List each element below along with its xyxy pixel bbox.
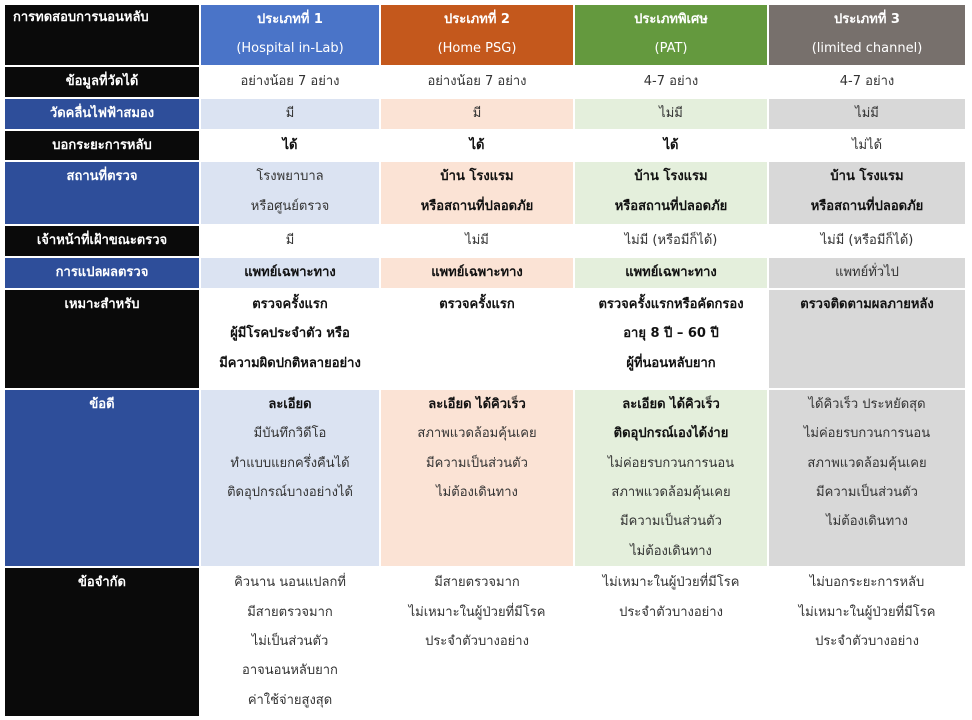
cell-text-line: ละเอียด bbox=[268, 396, 312, 412]
cell-staff-attended-col-1 bbox=[200, 225, 380, 257]
row-label-suitable-for: เหมาะสำหรับ bbox=[4, 289, 200, 389]
row-label-location: สถานที่ตรวจ bbox=[4, 161, 200, 225]
table-row bbox=[4, 289, 966, 389]
cell-text-line: แพทย์เฉพาะทาง bbox=[431, 265, 523, 281]
cell-text-line: หรือสถานที่ปลอดภัย bbox=[420, 198, 534, 214]
cell-text-line: ไม่มี (หรือมีก็ได้) bbox=[624, 233, 718, 249]
cell-text-line: มีความเป็นส่วนตัว bbox=[620, 514, 722, 530]
column-header-type-2: ประเภทที่ 2 (Home PSG) bbox=[380, 4, 574, 66]
cell-eeg-col-1 bbox=[200, 98, 380, 130]
cell-location-col-4 bbox=[768, 161, 966, 225]
cell-text-line: ไม่ต้องเดินทาง bbox=[826, 514, 908, 530]
table-row bbox=[4, 225, 966, 257]
cell-text-line: ได้ bbox=[469, 138, 485, 153]
cell-text-line: ไม่มี bbox=[465, 233, 489, 249]
cell-limitations-col-3 bbox=[574, 567, 768, 717]
cell-text-line: ไม่เป็นส่วนตัว bbox=[251, 634, 329, 650]
cell-measured-data-col-4 bbox=[768, 66, 966, 98]
cell-text-line: ไม่มี (หรือมีก็ได้) bbox=[820, 233, 914, 249]
cell-sleep-staging-col-2 bbox=[380, 130, 574, 161]
sleep-test-comparison-table bbox=[3, 3, 967, 718]
cell-text-line: อายุ 8 ปี – 60 ปี bbox=[623, 326, 719, 342]
cell-text-line: บ้าน โรงแรม bbox=[830, 169, 904, 185]
column-header-type-1: ประเภทที่ 1 (Hospital in-Lab) bbox=[200, 4, 380, 66]
cell-interpretation-col-1 bbox=[200, 257, 380, 288]
cell-interpretation-col-3 bbox=[574, 257, 768, 288]
cell-text-line: มีสายตรวจมาก bbox=[247, 604, 333, 620]
cell-sleep-staging-col-1 bbox=[200, 130, 380, 161]
cell-text-line: มีความเป็นส่วนตัว bbox=[816, 485, 918, 501]
table-row bbox=[4, 66, 966, 98]
cell-suitable-for-col-1 bbox=[200, 289, 380, 389]
row-label-interpretation: การแปลผลตรวจ bbox=[4, 257, 200, 288]
cell-text-line: ได้ bbox=[282, 138, 298, 153]
cell-staff-attended-col-3 bbox=[574, 225, 768, 257]
cell-text-line: อย่างน้อย 7 อย่าง bbox=[240, 74, 340, 89]
cell-text-line: สภาพแวดล้อมคุ้นเคย bbox=[611, 485, 731, 501]
row-label-sleep-staging: บอกระยะการหลับ bbox=[4, 130, 200, 161]
cell-text-line: ไม่เหมาะในผู้ป่วยที่มีโรค bbox=[798, 604, 936, 620]
cell-text-line: ค่าใช้จ่ายสูงสุด bbox=[247, 692, 333, 708]
table-row bbox=[4, 98, 966, 130]
cell-sleep-staging-col-3 bbox=[574, 130, 768, 161]
row-label-limitations: ข้อจำกัด bbox=[4, 567, 200, 717]
cell-limitations-col-4 bbox=[768, 567, 966, 717]
cell-text-line: บ้าน โรงแรม bbox=[440, 169, 514, 185]
cell-text-line: ไม่มี bbox=[855, 106, 879, 121]
cell-measured-data-col-1 bbox=[200, 66, 380, 98]
cell-text-line: ตรวจติดตามผลภายหลัง bbox=[800, 296, 934, 312]
cell-text-line: โรงพยาบาล bbox=[256, 169, 324, 185]
table-row bbox=[4, 161, 966, 225]
row-label-eeg: วัดคลื่นไฟฟ้าสมอง bbox=[4, 98, 200, 130]
cell-location-col-2 bbox=[380, 161, 574, 225]
cell-text-line: มีความผิดปกติหลายอย่าง bbox=[219, 355, 361, 371]
cell-text-line: แพทย์เฉพาะทาง bbox=[244, 265, 336, 281]
cell-text-line: มี bbox=[472, 106, 482, 121]
column-header-special: ประเภทพิเศษ (PAT) bbox=[574, 4, 768, 66]
cell-text-line: มีสายตรวจมาก bbox=[434, 575, 520, 591]
cell-eeg-col-3 bbox=[574, 98, 768, 130]
cell-limitations-col-1 bbox=[200, 567, 380, 717]
cell-sleep-staging-col-4 bbox=[768, 130, 966, 161]
cell-text-line: 4-7 อย่าง bbox=[839, 74, 895, 89]
cell-interpretation-col-2 bbox=[380, 257, 574, 288]
table-row bbox=[4, 389, 966, 567]
cell-eeg-col-4 bbox=[768, 98, 966, 130]
cell-text-line: ตรวจครั้งแรก bbox=[252, 296, 328, 312]
cell-text-line: ได้คิวเร็ว ประหยัดสุด bbox=[808, 396, 926, 412]
cell-text-line: ผู้ที่นอนหลับยาก bbox=[626, 355, 716, 371]
cell-interpretation-col-4 bbox=[768, 257, 966, 288]
cell-eeg-col-2 bbox=[380, 98, 574, 130]
cell-text-line: หรือสถานที่ปลอดภัย bbox=[614, 198, 728, 214]
cell-text-line: มี bbox=[285, 106, 295, 121]
cell-suitable-for-col-4 bbox=[768, 289, 966, 389]
cell-location-col-3 bbox=[574, 161, 768, 225]
cell-text-line: ไม่ค่อยรบกวนการนอน bbox=[607, 455, 735, 471]
cell-text-line: หรือสถานที่ปลอดภัย bbox=[810, 198, 924, 214]
cell-text-line: มีความเป็นส่วนตัว bbox=[426, 455, 528, 471]
cell-text-line: ประจำตัวบางอย่าง bbox=[425, 634, 529, 650]
cell-text-line: บ้าน โรงแรม bbox=[634, 169, 708, 185]
cell-text-line: สภาพแวดล้อมคุ้นเคย bbox=[417, 426, 537, 442]
cell-text-line: ได้ bbox=[663, 138, 679, 153]
table-row bbox=[4, 257, 966, 288]
cell-advantages-col-3 bbox=[574, 389, 768, 567]
cell-text-line: สภาพแวดล้อมคุ้นเคย bbox=[807, 455, 927, 471]
cell-text-line: แพทย์ทั่วไป bbox=[835, 265, 899, 281]
cell-text-line: อย่างน้อย 7 อย่าง bbox=[427, 74, 527, 89]
cell-staff-attended-col-2 bbox=[380, 225, 574, 257]
cell-text-line: ติดอุปกรณ์เองได้ง่าย bbox=[613, 426, 729, 442]
cell-text-line: ผู้มีโรคประจำตัว หรือ bbox=[230, 326, 350, 342]
cell-suitable-for-col-2 bbox=[380, 289, 574, 389]
table-row bbox=[4, 130, 966, 161]
cell-text-line: ไม่มี bbox=[659, 106, 683, 121]
cell-advantages-col-1 bbox=[200, 389, 380, 567]
cell-measured-data-col-3 bbox=[574, 66, 768, 98]
cell-text-line: มี bbox=[285, 233, 295, 249]
cell-text-line: ไม่ต้องเดินทาง bbox=[436, 485, 518, 501]
cell-text-line: มีบันทึกวิดีโอ bbox=[253, 426, 327, 442]
cell-text-line: ไม่เหมาะในผู้ป่วยที่มีโรค bbox=[408, 604, 546, 620]
cell-text-line: ไม่ต้องเดินทาง bbox=[630, 543, 712, 559]
row-label-advantages: ข้อดี bbox=[4, 389, 200, 567]
cell-location-col-1 bbox=[200, 161, 380, 225]
cell-advantages-col-2 bbox=[380, 389, 574, 567]
cell-text-line: แพทย์เฉพาะทาง bbox=[625, 265, 717, 281]
table-corner-label: การทดสอบการนอนหลับ bbox=[4, 4, 200, 66]
cell-advantages-col-4 bbox=[768, 389, 966, 567]
column-header-type-3: ประเภทที่ 3 (limited channel) bbox=[768, 4, 966, 66]
cell-text-line: ตรวจครั้งแรกหรือคัดกรอง bbox=[598, 296, 744, 312]
cell-text-line: ประจำตัวบางอย่าง bbox=[619, 604, 723, 620]
table-row bbox=[4, 567, 966, 717]
cell-text-line: ประจำตัวบางอย่าง bbox=[815, 634, 919, 650]
cell-text-line: คิวนาน นอนแปลกที่ bbox=[234, 575, 346, 591]
cell-text-line: หรือศูนย์ตรวจ bbox=[250, 198, 330, 214]
cell-measured-data-col-2 bbox=[380, 66, 574, 98]
cell-limitations-col-2 bbox=[380, 567, 574, 717]
cell-text-line: ตรวจครั้งแรก bbox=[439, 296, 515, 312]
cell-staff-attended-col-4 bbox=[768, 225, 966, 257]
cell-text-line: อาจนอนหลับยาก bbox=[242, 663, 338, 679]
cell-text-line: ละเอียด ได้คิวเร็ว bbox=[622, 396, 720, 412]
cell-text-line: 4-7 อย่าง bbox=[643, 74, 699, 89]
row-label-measured-data: ข้อมูลที่วัดได้ bbox=[4, 66, 200, 98]
cell-suitable-for-col-3 bbox=[574, 289, 768, 389]
cell-text-line: ทำแบบแยกครึ่งคืนได้ bbox=[230, 455, 350, 471]
cell-text-line: ไม่เหมาะในผู้ป่วยที่มีโรค bbox=[602, 575, 740, 591]
cell-text-line: ละเอียด ได้คิวเร็ว bbox=[428, 396, 526, 412]
cell-text-line: ติดอุปกรณ์บางอย่างได้ bbox=[227, 485, 353, 501]
cell-text-line: ไม่ได้ bbox=[851, 138, 883, 153]
cell-text-line: ไม่ค่อยรบกวนการนอน bbox=[803, 426, 931, 442]
row-label-staff-attended: เจ้าหน้าที่เฝ้าขณะตรวจ bbox=[4, 225, 200, 257]
cell-text-line: ไม่บอกระยะการหลับ bbox=[809, 575, 925, 591]
